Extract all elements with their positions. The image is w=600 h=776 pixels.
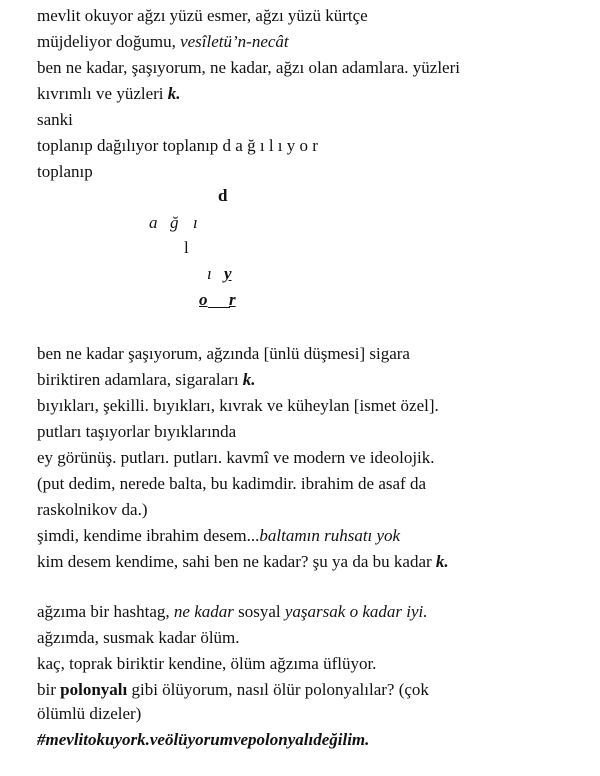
line-text: ölümlü dizeler) bbox=[37, 704, 142, 723]
bold-italic-letter: k. bbox=[242, 370, 256, 389]
poem-line bbox=[37, 446, 435, 470]
line-text: ağzımda, susmak kadar ölüm. bbox=[37, 628, 240, 647]
poem-line bbox=[37, 368, 256, 392]
line-text: (put dedim, nerede balta, bu kadimdir. ibrahim de asaf da bbox=[37, 474, 426, 493]
italic-phrase: ne kadar bbox=[173, 602, 234, 621]
line-text: toplanıp bbox=[37, 162, 93, 181]
bold-italic-letter: k. bbox=[435, 552, 449, 571]
line-text: gibi ölüyorum, nasıl ölür polonyalılar? (çok bbox=[127, 680, 429, 699]
line-text: kim desem kendime, sahi ben ne kadar? şu ya da bu kadar bbox=[37, 552, 436, 571]
poem-line bbox=[37, 472, 426, 496]
poem-line bbox=[37, 626, 240, 650]
scatter-letter-g: ğ bbox=[170, 213, 179, 232]
poem-line bbox=[37, 420, 236, 444]
line-text: müjdeliyor doğumu, bbox=[37, 32, 181, 51]
italic-phrase: yaşarsak o kadar iyi. bbox=[284, 602, 428, 621]
scatter-underline bbox=[208, 307, 230, 308]
italic-phrase: vesîletü’n-necât bbox=[180, 32, 289, 51]
scatter-letter-d: d bbox=[218, 186, 228, 205]
scatter-letter-r: r bbox=[229, 290, 236, 309]
poem-line bbox=[37, 498, 147, 522]
italic-phrase: baltamın ruhsatı yok bbox=[259, 526, 401, 545]
poem-line bbox=[37, 4, 368, 28]
poem-line bbox=[37, 702, 141, 726]
line-text: putları taşıyorlar bıyıklarında bbox=[37, 422, 237, 441]
poem-line bbox=[37, 56, 460, 80]
line-text: ben ne kadar şaşıyorum, ağzında [ünlü düşmesi] sigara bbox=[37, 344, 410, 363]
scatter-letter-l: l bbox=[184, 238, 189, 257]
line-text: şimdi, kendime ibrahim desem... bbox=[37, 526, 260, 545]
poem-line bbox=[37, 134, 318, 158]
line-text: bıyıkları, şekilli. bıyıkları, kıvrak ve küheylan [ismet özel]. bbox=[37, 396, 439, 415]
poem-line bbox=[37, 160, 93, 184]
poem-line bbox=[37, 108, 73, 132]
poem-line bbox=[37, 524, 400, 548]
scatter-letter-i: ı bbox=[193, 213, 198, 232]
poem-line bbox=[37, 30, 289, 54]
poem-line bbox=[37, 728, 369, 752]
poem-line bbox=[37, 652, 376, 676]
line-text: raskolnikov da.) bbox=[37, 500, 148, 519]
line-text: sosyal bbox=[233, 602, 285, 621]
line-text: ben ne kadar, şaşıyorum, ne kadar, ağzı olan adamlara. yüzleri bbox=[37, 58, 460, 77]
scatter-letter-a: a bbox=[149, 213, 158, 232]
poem-line bbox=[37, 550, 449, 574]
scatter-letter-o: o bbox=[199, 290, 208, 309]
bold-word: polonyalı bbox=[60, 680, 128, 699]
scatter-letter-i: ı bbox=[207, 264, 212, 283]
poem-line bbox=[37, 678, 429, 702]
poem-line bbox=[37, 342, 410, 366]
line-text: ey görünüş. putları. putları. kavmî ve modern ve ideolojik. bbox=[37, 448, 435, 467]
line-text: bir bbox=[37, 680, 61, 699]
hashtag-line: #mevlitokuyork.veölüyorumvepolonyalıdeğilim. bbox=[37, 730, 370, 749]
bold-italic-letter: k. bbox=[167, 84, 181, 103]
line-text: toplanıp dağılıyor toplanıp d a ğ ı l ı y o r bbox=[37, 136, 318, 155]
poem-line bbox=[37, 394, 439, 418]
poem-line bbox=[37, 82, 181, 106]
line-text: kaç, toprak biriktir kendine, ölüm ağzıma üflüyor. bbox=[37, 654, 377, 673]
line-text: ağzıma bir hashtag, bbox=[37, 602, 174, 621]
line-text: sanki bbox=[37, 110, 73, 129]
line-text: mevlit okuyor ağzı yüzü esmer, ağzı yüzü kürtçe bbox=[37, 6, 368, 25]
line-text: kıvrımlı ve yüzleri bbox=[37, 84, 168, 103]
line-text: biriktiren adamlara, sigaraları bbox=[37, 370, 243, 389]
scatter-letter-y: y bbox=[224, 264, 232, 283]
poem-line bbox=[37, 600, 427, 624]
